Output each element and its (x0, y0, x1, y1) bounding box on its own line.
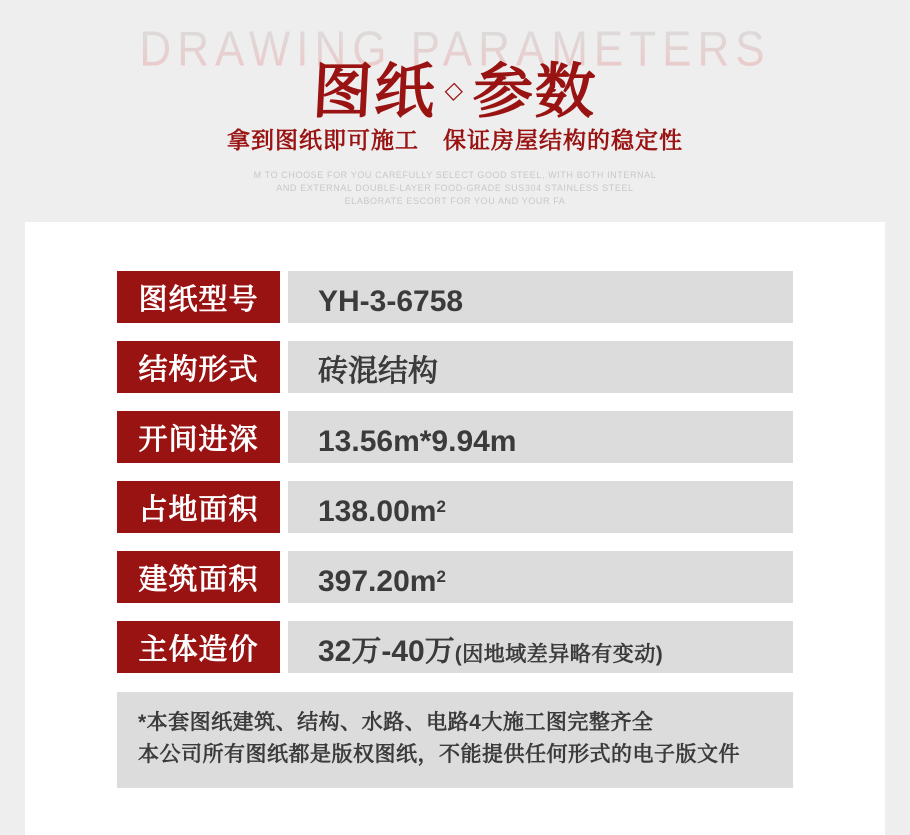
copyright-note-line1: *本套图纸建筑、结构、水路、电路4大施工图完整齐全 (138, 711, 654, 734)
table-row (117, 621, 793, 673)
param-value-text: 13.56m*9.94m (318, 425, 517, 458)
param-label-structure: 结构形式 (117, 341, 280, 393)
table-row (117, 411, 793, 463)
param-value-text: YH-3-6758 (318, 285, 464, 318)
page-title-right: 参数 (471, 58, 599, 125)
parameters-card (25, 222, 885, 835)
page-title-left: 图纸 (310, 58, 439, 125)
parameters-table (117, 271, 793, 691)
page-title (0, 44, 910, 130)
param-value-text: 397.20m (318, 565, 437, 598)
english-tagline (0, 169, 910, 208)
diamond-icon: ◇ (443, 77, 466, 104)
param-label-model: 图纸型号 (117, 271, 280, 323)
param-value-note: (因地域差异略有变动) (454, 643, 664, 666)
param-value-sup: 2 (436, 567, 446, 586)
param-value-text: 砖混结构 (318, 355, 438, 388)
table-row (117, 271, 793, 323)
param-value-cost (288, 621, 793, 673)
param-value-text: 138.00m (318, 495, 437, 528)
table-row (117, 481, 793, 533)
copyright-note (117, 692, 793, 788)
param-value-dimensions (288, 411, 793, 463)
english-tagline-line2: AND EXTERNAL DOUBLE-LAYER FOOD-GRADE SUS304 STAINLESS STEEL (276, 183, 634, 193)
page-subtitle: 拿到图纸即可施工 保证房屋结构的稳定性 (227, 127, 683, 153)
english-tagline-line1: M TO CHOOSE FOR YOU CAREFULLY SELECT GOOD STEEL, WITH BOTH INTERNAL (253, 170, 657, 180)
param-value-building-area (288, 551, 793, 603)
english-tagline-line3: ELABORATE ESCORT FOR YOU AND YOUR FA (344, 196, 566, 206)
param-label-cost: 主体造价 (117, 621, 280, 673)
param-value-sup: 2 (436, 497, 446, 516)
param-label-dimensions: 开间进深 (117, 411, 280, 463)
table-row (117, 341, 793, 393)
param-label-building-area: 建筑面积 (117, 551, 280, 603)
table-row (117, 551, 793, 603)
param-label-land-area: 占地面积 (117, 481, 280, 533)
param-value-land-area (288, 481, 793, 533)
param-value-text: 32万-40万 (318, 635, 455, 668)
param-value-model (288, 271, 793, 323)
param-value-structure (288, 341, 793, 393)
copyright-note-line2: 本公司所有图纸都是版权图纸，不能提供任何形式的电子版文件 (138, 743, 740, 766)
watermark-text: DRAWING PARAMETERS (0, 22, 910, 78)
